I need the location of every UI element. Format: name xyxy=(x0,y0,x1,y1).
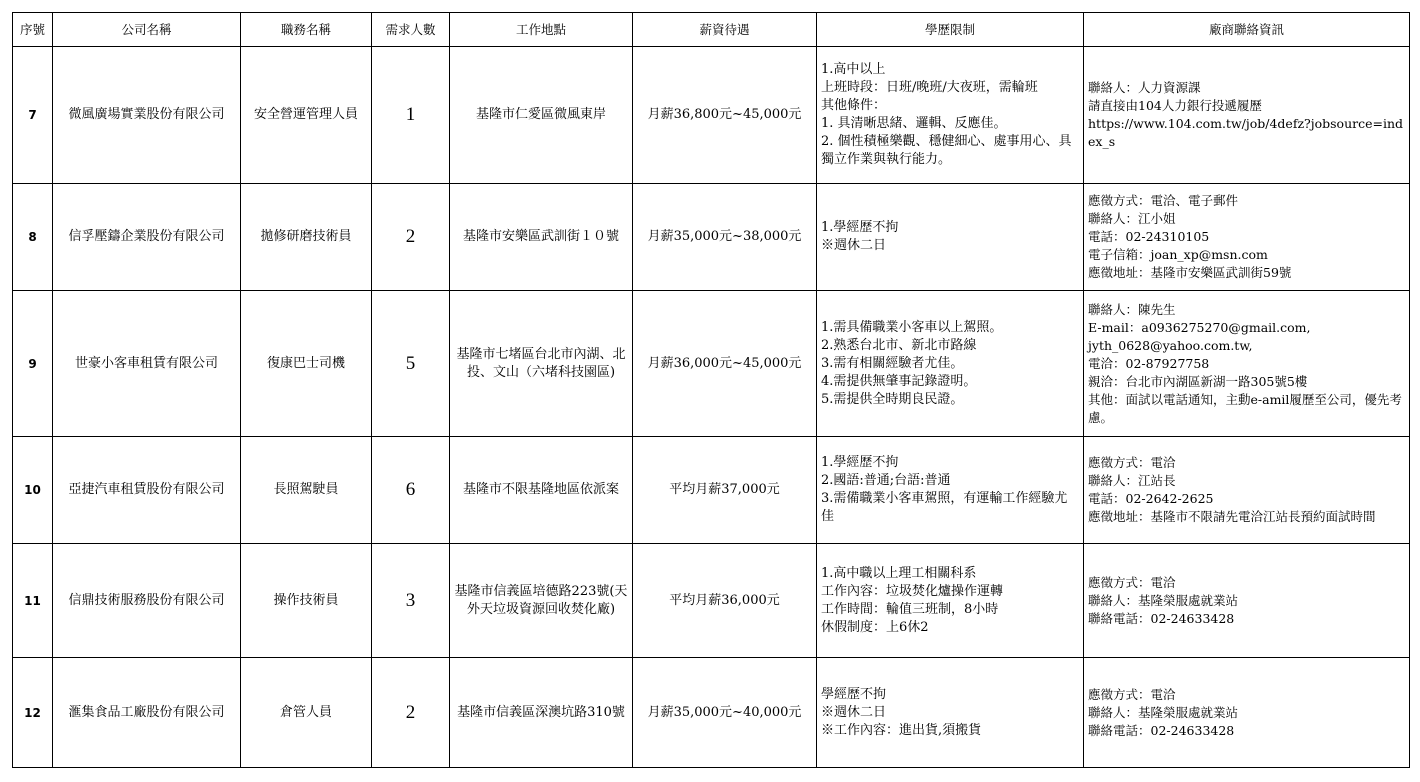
education-requirements: 1.高中職以上理工相關科系 工作內容：垃圾焚化爐操作運轉 工作時間：輪值三班制，8小時 休假制度：上6休2 xyxy=(817,544,1084,658)
header-education: 學歷限制 xyxy=(817,13,1084,47)
contact-info: 應徵方式：電洽 聯絡人：基隆榮服處就業站 聯絡電話：02-24633428 xyxy=(1084,544,1410,658)
contact-info: 聯絡人：陳先生 E-mail：a0936275270@gmail.com, jyth_0628@yahoo.com.tw, 電洽：02-87927758 親洽：台北市內湖區新湖一路305號5樓 其他：面試以電話通知，主動e-amil履歷至公司，優先考慮。 xyxy=(1084,291,1410,437)
job-title: 長照駕駛員 xyxy=(241,437,372,544)
education-requirements: 學經歷不拘 ※週休二日 ※工作內容：進出貨,須搬貨 xyxy=(817,658,1084,768)
contact-info: 應徵方式：電洽、電子郵件 聯絡人：江小姐 電話：02-24310105 電子信箱：joan_xp@msn.com 應徵地址：基隆市安樂區武訓街59號 xyxy=(1084,184,1410,291)
headcount: 2 xyxy=(372,658,450,768)
headcount: 2 xyxy=(372,184,450,291)
header-location: 工作地點 xyxy=(450,13,633,47)
company-name: 滙集食品工廠股份有限公司 xyxy=(53,658,241,768)
table-row xyxy=(13,47,1410,184)
salary: 月薪36,000元~45,000元 xyxy=(633,291,817,437)
company-name: 信孚壓鑄企業股份有限公司 xyxy=(53,184,241,291)
header-number: 序號 xyxy=(13,13,53,47)
row-number: 7 xyxy=(13,47,53,184)
header-job-title: 職務名稱 xyxy=(241,13,372,47)
salary: 月薪36,800元~45,000元 xyxy=(633,47,817,184)
contact-info: 應徵方式：電洽 聯絡人：基隆榮服處就業站 聯絡電話：02-24633428 xyxy=(1084,658,1410,768)
company-name: 亞捷汽車租賃股份有限公司 xyxy=(53,437,241,544)
headcount: 3 xyxy=(372,544,450,658)
contact-info: 應徵方式：電洽 聯絡人：江站長 電話：02-2642-2625 應徵地址：基隆市不限請先電洽江站長預約面試時間 xyxy=(1084,437,1410,544)
row-number: 8 xyxy=(13,184,53,291)
table-row xyxy=(13,437,1410,544)
job-listing-table xyxy=(12,12,1410,768)
company-name: 世豪小客車租賃有限公司 xyxy=(53,291,241,437)
work-location: 基隆市七堵區台北市內湖、北投、文山（六堵科技園區) xyxy=(450,291,633,437)
work-location: 基隆市信義區培德路223號(天外天垃圾資源回收焚化廠) xyxy=(450,544,633,658)
table-row xyxy=(13,291,1410,437)
table-row xyxy=(13,658,1410,768)
education-requirements: 1.高中以上 上班時段：日班/晚班/大夜班，需輪班 其他條件： 1. 具清晰思緒、邏輯、反應佳。 2. 個性積極樂觀、穩健細心、處事用心、具獨立作業與執行能力。 xyxy=(817,47,1084,184)
work-location: 基隆市信義區深澳坑路310號 xyxy=(450,658,633,768)
row-number: 11 xyxy=(13,544,53,658)
contact-info: 聯絡人：人力資源課 請直接由104人力銀行投遞履歷 https://www.104.com.tw/job/4defz?jobsource=index_s xyxy=(1084,47,1410,184)
education-requirements: 1.學經歷不拘 ※週休二日 xyxy=(817,184,1084,291)
work-location: 基隆市安樂區武訓街１０號 xyxy=(450,184,633,291)
header-salary: 薪資待遇 xyxy=(633,13,817,47)
salary: 月薪35,000元~40,000元 xyxy=(633,658,817,768)
headcount: 1 xyxy=(372,47,450,184)
table-row xyxy=(13,544,1410,658)
salary: 月薪35,000元~38,000元 xyxy=(633,184,817,291)
headcount: 5 xyxy=(372,291,450,437)
company-name: 微風廣場實業股份有限公司 xyxy=(53,47,241,184)
job-title: 操作技術員 xyxy=(241,544,372,658)
job-title: 安全營運管理人員 xyxy=(241,47,372,184)
work-location: 基隆市仁愛區微風東岸 xyxy=(450,47,633,184)
salary: 平均月薪37,000元 xyxy=(633,437,817,544)
job-title: 拋修研磨技術員 xyxy=(241,184,372,291)
job-title: 復康巴士司機 xyxy=(241,291,372,437)
header-company: 公司名稱 xyxy=(53,13,241,47)
header-headcount: 需求人數 xyxy=(372,13,450,47)
company-name: 信鼎技術服務股份有限公司 xyxy=(53,544,241,658)
job-title: 倉管人員 xyxy=(241,658,372,768)
row-number: 12 xyxy=(13,658,53,768)
header-row xyxy=(13,13,1410,47)
salary: 平均月薪36,000元 xyxy=(633,544,817,658)
headcount: 6 xyxy=(372,437,450,544)
row-number: 9 xyxy=(13,291,53,437)
work-location: 基隆市不限基隆地區依派案 xyxy=(450,437,633,544)
row-number: 10 xyxy=(13,437,53,544)
table-row xyxy=(13,184,1410,291)
header-contact: 廠商聯絡資訊 xyxy=(1084,13,1410,47)
education-requirements: 1.需具備職業小客車以上駕照。 2.熟悉台北市、新北市路線 3.需有相關經驗者尤佳。 4.需提供無肇事記錄證明。 5.需提供全時期良民證。 xyxy=(817,291,1084,437)
education-requirements: 1.學經歷不拘 2.國語:普通;台語:普通 3.需備職業小客車駕照，有運輸工作經驗尤佳 xyxy=(817,437,1084,544)
